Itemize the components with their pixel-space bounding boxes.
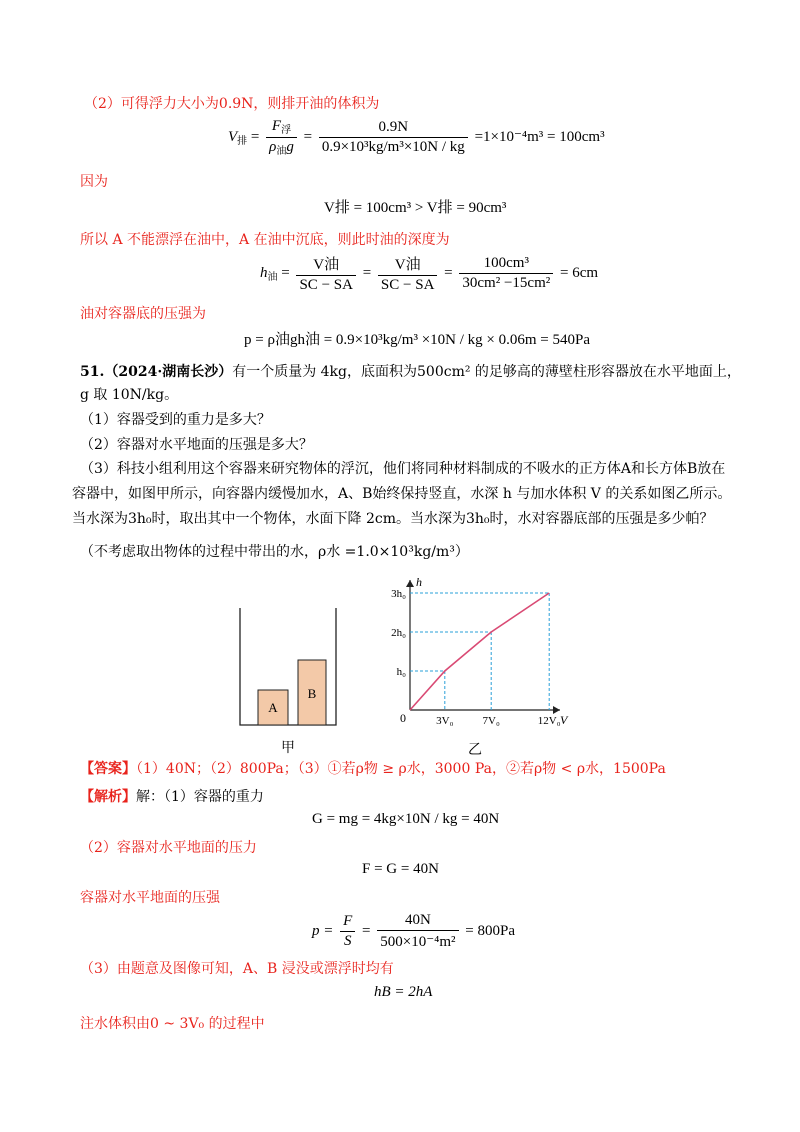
- figure-caption-yi: 乙: [468, 743, 482, 758]
- x-axis-arrow-icon: [553, 706, 560, 714]
- equation-force: F = G = 40N: [362, 861, 439, 877]
- paragraph-oil-pressure: 油对容器底的压强为: [80, 306, 206, 322]
- paragraph-sinks: 所以 A 不能漂浮在油中，A 在油中沉底，则此时油的深度为: [80, 232, 450, 248]
- question-51-part-3c: 当水深为3h₀时，取出其中一个物体，水面下降 2cm。当水深为3h₀时，水对容器底部的压强是多少帕？: [72, 511, 714, 527]
- equation-weight: G = mg = 4kg×10N / kg = 40N: [312, 811, 500, 827]
- question-51-stem: 51.（2024·湖南长沙）有一个质量为 4kg，底面积为500cm² 的足够高的薄壁柱形容器放在水平地面上，: [80, 364, 741, 380]
- equation-oil-depth: $h_油$ = $\frac{\text{V油}}{SC - SA}$ = $\frac{\text{V油}}{SC - SA}$ = $\frac{\text{100cm³}}{\text{30cm² −15cm²}}$ = 6cm: [260, 255, 599, 293]
- paragraph-pressure-force: （2）容器对水平地面的压力: [80, 840, 257, 856]
- equation-height-relation: hB = 2hA: [374, 984, 433, 1000]
- y-tick-label: h₀: [396, 666, 406, 678]
- x-tick-label: 3V₀: [436, 715, 454, 727]
- equation-volume-compare: V排 = 100cm³ > V排 = 90cm³: [324, 200, 507, 216]
- block-b-label: B: [307, 686, 317, 701]
- analysis-tag: 【解析】: [80, 789, 136, 805]
- x-axis-label: V: [560, 713, 568, 727]
- equation-ground-pressure: p = $\frac{F}{S}$ = $\frac{40N}{\text{500×10⁻⁴m²}}$ = 800Pa: [312, 912, 516, 950]
- equation-oil-pressure: p = ρ油gh油 = 0.9×10³kg/m³ ×10N / kg × 0.06m = 540Pa: [244, 332, 590, 348]
- question-51-part-3a: （3）科技小组利用这个容器来研究物体的浮沉，他们将同种材料制成的不吸水的正方体A和长方体B放在: [80, 461, 726, 477]
- question-51-note: （不考虑取出物体的过程中带出的水，ρ水 =1.0×10³kg/m³）: [80, 544, 469, 560]
- equation-displaced-volume: $V_排$ = $\frac{F_浮}{\rho_油g}$ = $\frac{0.9N}{\text{0.9×10³kg/m³×10N / kg}}$ =1×10⁻⁴m³ = 100cm³: [228, 118, 605, 157]
- figure-graph-yi: [380, 574, 570, 770]
- y-tick-label: 3h₀: [391, 588, 406, 600]
- y-axis-arrow-icon: [406, 580, 414, 587]
- question-51-part-3b: 容器中，如图甲所示，向容器内缓慢加水，A、B始终保持竖直，水深 h 与加水体积 V 的关系如图乙所示。: [72, 486, 732, 502]
- block-a-label: A: [268, 700, 278, 715]
- paragraph-buoyancy-volume: （2）可得浮力大小为0.9N，则排开油的体积为: [84, 96, 380, 112]
- paragraph-because: 因为: [80, 174, 108, 190]
- question-source: （2024·湖南长沙）: [104, 364, 233, 380]
- question-51-part-1: （1）容器受到的重力是多大？: [80, 412, 271, 428]
- paragraph-ground-pressure: 容器对水平地面的压强: [80, 890, 220, 906]
- question-51-part-2: （2）容器对水平地面的压强是多大？: [80, 437, 313, 453]
- paragraph-fill-process: 注水体积由0 ~ 3V₀ 的过程中: [80, 1016, 265, 1032]
- paragraph-float-condition: （3）由题意及图像可知，A、B 浸没或漂浮时均有: [80, 961, 394, 977]
- origin-label: 0: [400, 711, 406, 725]
- x-tick-label: 12V₀: [537, 715, 561, 727]
- question-51-stem-2: g 取 10N/kg。: [80, 387, 179, 403]
- answer-line: 【答案】（1）40N；（2）800Pa；（3）①若ρ物 ≥ ρ水，3000 Pa，②若ρ物 < ρ水，1500Pa: [80, 761, 666, 777]
- y-tick-label: 2h₀: [391, 627, 406, 639]
- question-number: 51.: [80, 364, 105, 380]
- answer-tag: 【答案】: [80, 761, 136, 777]
- figure-caption-jia: 甲: [281, 741, 295, 756]
- analysis-line: 【解析】解：（1）容器的重力: [80, 789, 264, 805]
- figure-container-jia: [232, 600, 352, 770]
- y-axis-label: h: [416, 575, 422, 589]
- x-tick-label: 7V₀: [482, 715, 500, 727]
- h-v-series-line: [410, 593, 549, 710]
